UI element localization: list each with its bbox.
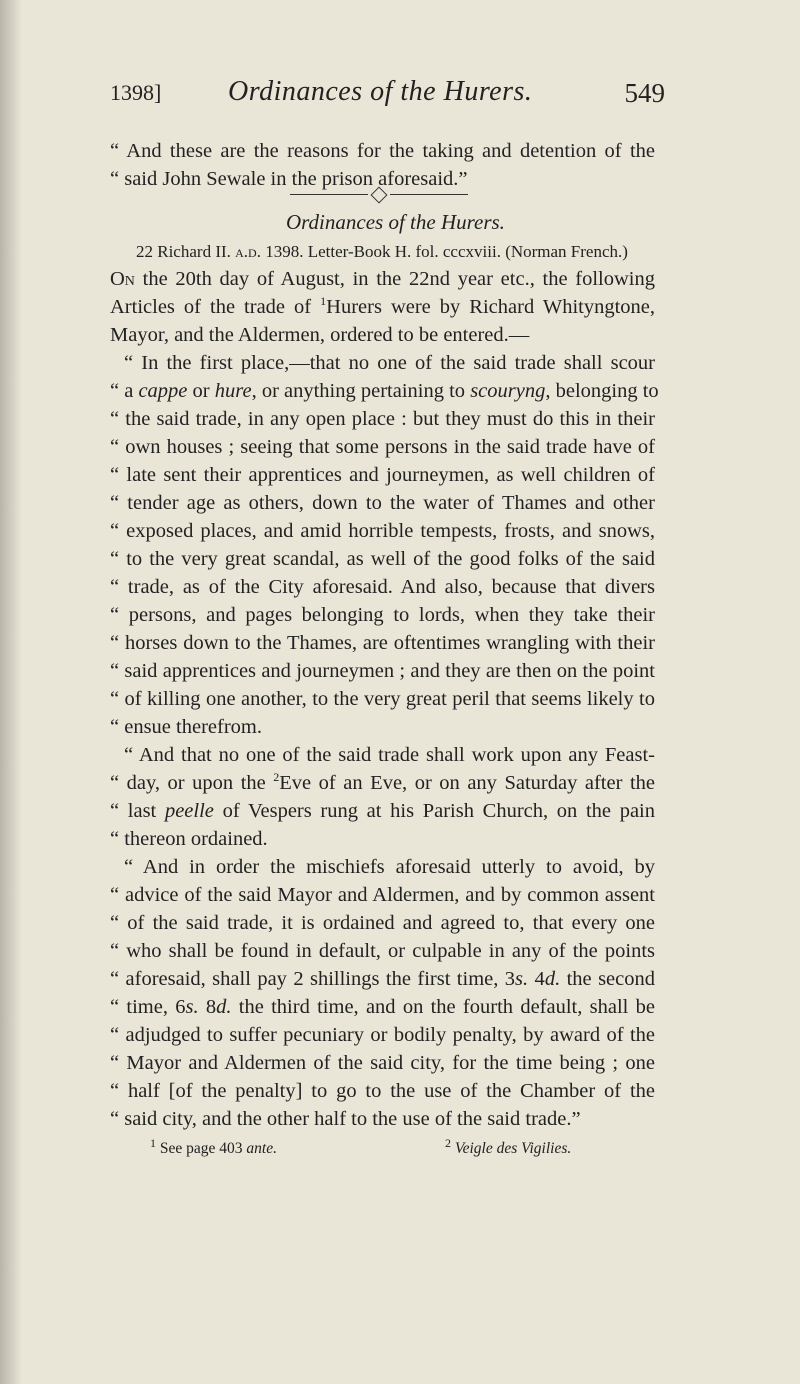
page-edge-shadow xyxy=(0,0,22,1384)
text-line: Articles of the trade of $^1$Hurers were by Richard Whityngtone, xyxy=(110,294,655,318)
text-line: “ the said trade, in any open place : but they must do this in their xyxy=(110,408,655,430)
text-line: “ trade, as of the City aforesaid. And also, because that divers xyxy=(110,576,655,598)
section-title: Ordinances of the Hurers. xyxy=(286,210,505,234)
section-source-note: 22 Richard II. a.d. 1398. Letter-Book H. fol. cccxviii. (Norman French.) xyxy=(136,242,628,261)
text-line: “ of the said trade, it is ordained and agreed to, that every one xyxy=(110,912,655,934)
text-line: “ said John Sewale in the prison aforesaid.” xyxy=(110,168,468,190)
text-line: “ a cappe or hure, or anything pertaining to scouryng, belonging to xyxy=(110,380,659,402)
text-line: “ day, or upon the $^2$Eve of an Eve, or on any Saturday after the xyxy=(110,770,655,794)
text-line: “ who shall be found in default, or culpable in any of the points xyxy=(110,940,655,962)
footnote-2: $^2$ Veigle des Vigilies. xyxy=(445,1135,572,1157)
text-line: “ aforesaid, shall pay 2 shillings the first time, 3s. 4d. the second xyxy=(110,968,655,990)
section-divider xyxy=(290,186,468,202)
text-line: “ ensue therefrom. xyxy=(110,716,262,738)
text-line: “ And that no one of the said trade shall work upon any Feast- xyxy=(124,744,655,766)
text-line: Mayor, and the Aldermen, ordered to be entered.— xyxy=(110,324,530,346)
text-line: “ own houses ; seeing that some persons in the said trade have of xyxy=(110,436,655,458)
text-line: “ Mayor and Aldermen of the said city, for the time being ; one xyxy=(110,1052,655,1074)
text-line: “ And in order the mischiefs aforesaid utterly to avoid, by xyxy=(124,856,655,878)
header-title: Ordinances of the Hurers. xyxy=(228,76,533,107)
text-line: “ said apprentices and journeymen ; and they are then on the point xyxy=(110,660,655,682)
text-line: “ exposed places, and amid horrible tempests, frosts, and snows, xyxy=(110,520,655,542)
text-line: “ said city, and the other half to the use of the said trade.” xyxy=(110,1108,581,1130)
footnote-1: $^1$ See page 403 ante. xyxy=(150,1135,277,1157)
text-line: “ of killing one another, to the very great peril that seems likely to xyxy=(110,688,655,710)
text-line: “ tender age as others, down to the water of Thames and other xyxy=(110,492,655,514)
running-header xyxy=(110,76,665,116)
page-number: 549 xyxy=(624,78,665,108)
text-line: “ to the very great scandal, as well of the good folks of the said xyxy=(110,548,655,570)
text-line: “ last peelle of Vespers rung at his Parish Church, on the pain xyxy=(110,800,656,822)
text-line: “ advice of the said Mayor and Aldermen, and by common assent xyxy=(110,884,655,906)
text-line: “ And these are the reasons for the taking and detention of the xyxy=(110,140,655,162)
footnote-ref: 1 xyxy=(320,294,327,309)
text-line: “ horses down to the Thames, are oftentimes wrangling with their xyxy=(110,632,655,654)
footnote-ref: 2 xyxy=(273,770,280,785)
text-line: “ In the first place,—that no one of the said trade shall scour xyxy=(124,352,655,374)
diamond-ornament-icon xyxy=(371,187,388,204)
text-line: “ time, 6s. 8d. the third time, and on the fourth default, shall be xyxy=(110,996,655,1018)
text-line: “ late sent their apprentices and journeymen, as well children of xyxy=(110,464,655,486)
text-line: “ thereon ordained. xyxy=(110,828,268,850)
text-line: On the 20th day of August, in the 22nd year etc., the following xyxy=(110,268,656,290)
text-line: “ adjudged to suffer pecuniary or bodily penalty, by award of the xyxy=(110,1024,655,1046)
text-line: “ half [of the penalty] to go to the use of the Chamber of the xyxy=(110,1080,655,1102)
header-year: 1398] xyxy=(110,80,162,105)
text-line: “ persons, and pages belonging to lords, when they take their xyxy=(110,604,655,626)
